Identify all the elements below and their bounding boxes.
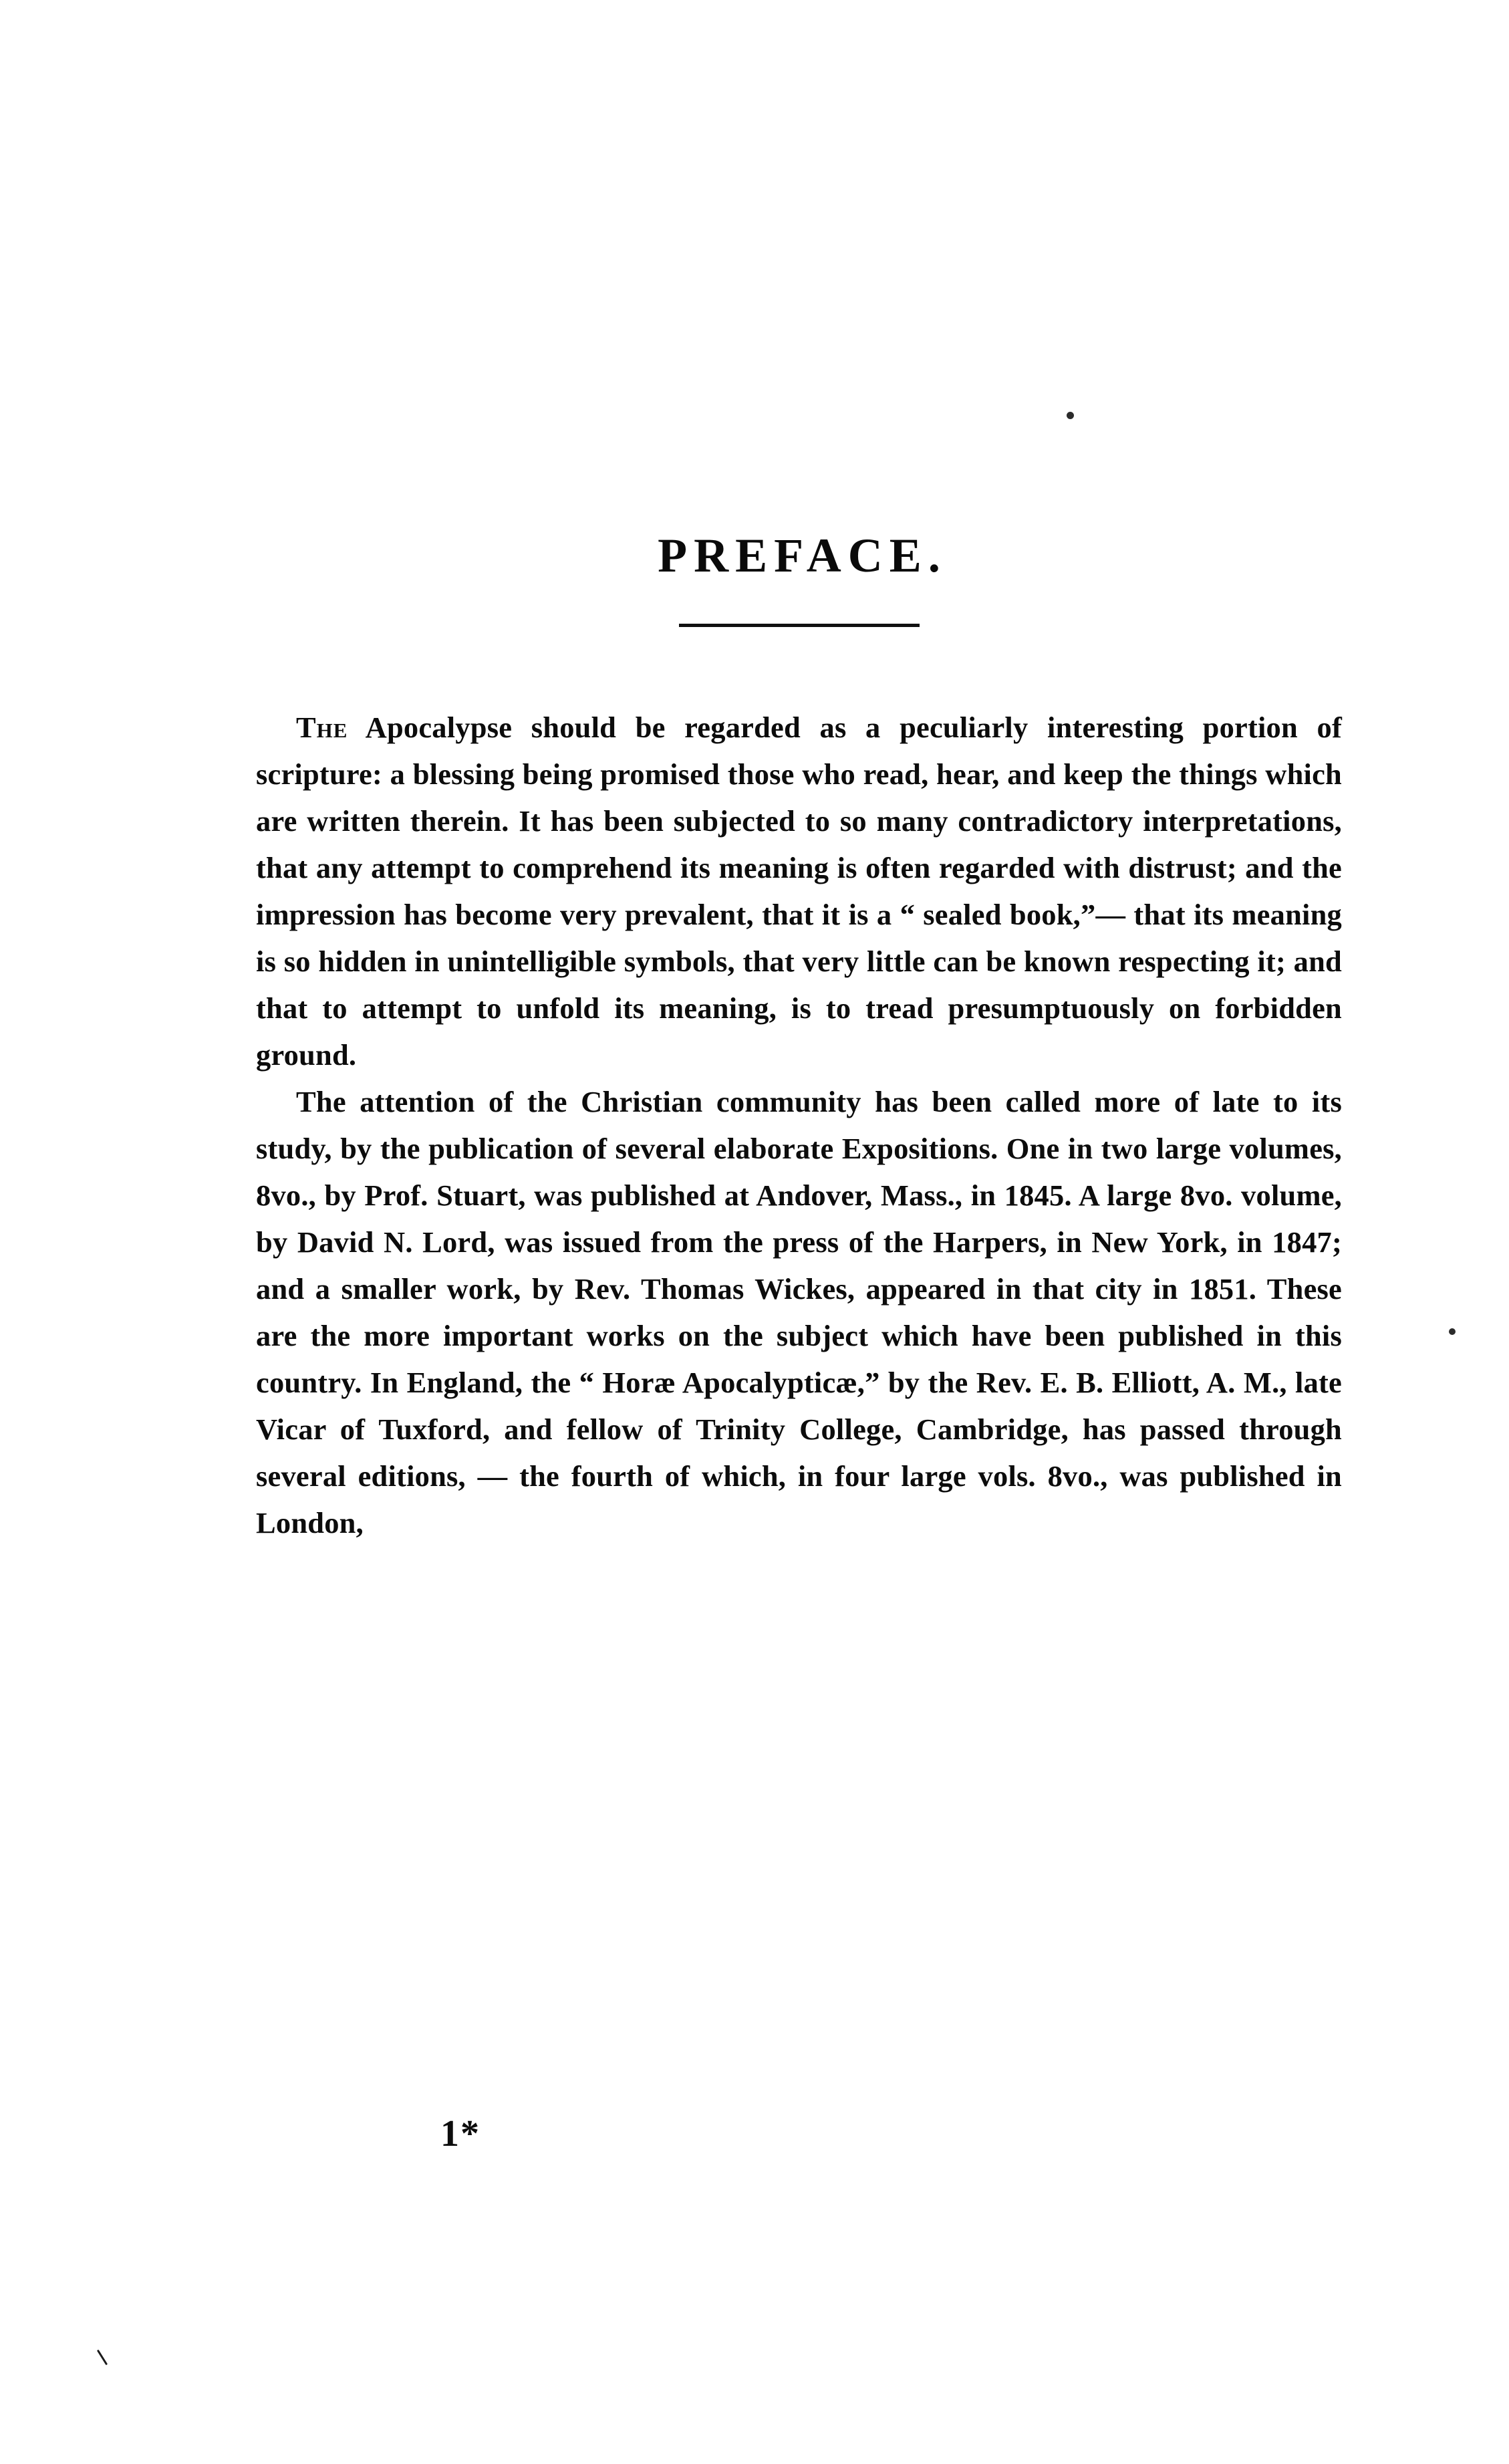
paragraph-1 [256,704,1342,1078]
body-text [256,704,1342,1546]
paragraph-1-lead: The [296,711,348,744]
page-folio: 1* [440,2113,481,2154]
paragraph-2-text: The attention of the Christian community has been called more of late to its study, by the publication of several elaborate Expositions. One in two large volumes, 8vo., by Prof. Stuart, was published at Andover, Mass., in 1845. A large 8vo. volume, by David N. Lord, was issued from the press of the Harpers, in New York, in 1847; and a smaller work, by Rev. Thomas Wickes, appeared in that city in 1851. These are the more important works on the subject which have been published in this country. In England, the “ Horæ Apocalypticæ,” by the Rev. E. B. Elliott, A. M., late Vicar of Tuxford, and fellow of Trinity College, Cambridge, has passed through several editions, — the fourth of which, in four large vols. 8vo., was published in London, [256,1085,1342,1539]
paragraph-2 [256,1078,1342,1546]
horizontal-rule-icon [679,624,920,627]
paragraph-1-text: Apocalypse should be regarded as a peculiarly interesting portion of scripture: a blessing being promised those who read, hear, and keep the things which are written therein. It has been subjected to so many contradictory interpretations, that any attempt to comprehend its meaning is often regarded with distrust; and the impression has become very prevalent, that it is a “ sealed book,”— that its meaning is so hidden in unintelligible symbols, that very little can be known respecting it; and that to attempt to unfold its meaning, is to tread presumptuously on forbidden ground. [256,711,1342,1072]
scan-mark-icon [97,2350,108,2366]
title-divider [256,618,1342,630]
page-title: PREFACE. [658,529,947,582]
page-content [256,0,1342,1546]
scan-speck-icon [1449,1328,1456,1335]
